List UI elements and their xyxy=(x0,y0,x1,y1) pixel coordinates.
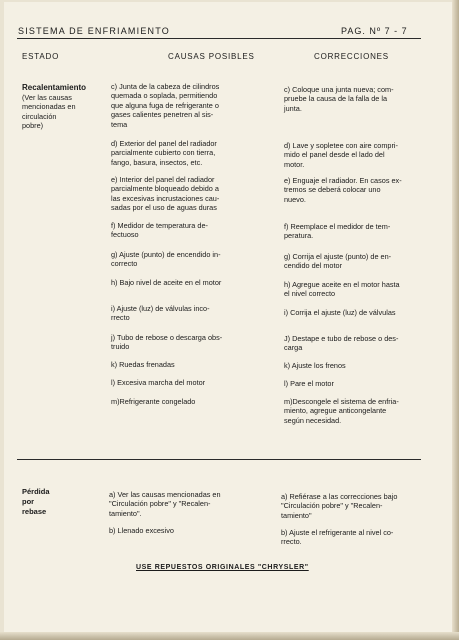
column-header-correcciones: CORRECCIONES xyxy=(314,52,389,61)
cause-i: i) Ajuste (luz) de válvulas inco- rrecto xyxy=(111,304,210,323)
cause-c: c) Junta de la cabeza de cilindros quemada o soplada, permitiendo que alguna fuga de refrigerante o gases calientes penetren al sis- tema xyxy=(111,82,220,129)
paper-edge-bottom xyxy=(0,632,459,640)
condition-title: Pérdida por rebase xyxy=(22,487,50,516)
cause-m: m)Refrigerante congelado xyxy=(111,397,196,406)
cause-e: e) Interior del panel del radiador parcialmente bloqueado debido a las excesivas incrustaciones cau- sadas por el uso de aguas duras xyxy=(111,175,220,213)
page-number: PAG. Nº 7 - 7 xyxy=(341,26,408,36)
correction-i: i) Corrija el ajuste (luz) de válvulas xyxy=(284,308,396,317)
condition-title: Recalentamiento xyxy=(22,83,87,92)
section-title: SISTEMA DE ENFRIAMIENTO xyxy=(18,26,170,36)
correction-f: f) Reemplace el medidor de tem- peratura. xyxy=(284,222,391,241)
cause-k: k) Ruedas frenadas xyxy=(111,360,175,369)
correction-j: J) Destape e tubo de rebose o des- carga xyxy=(284,334,399,353)
correction-a-overflow: a) Refiérase a las correcciones bajo "Circulación pobre" y "Recalen- tamiento" xyxy=(281,492,398,520)
correction-h: h) Agregue aceite en el motor hasta el nivel correcto xyxy=(284,280,400,299)
header-rule xyxy=(17,38,421,39)
condition-overheating xyxy=(22,82,104,131)
paper-edge-right xyxy=(452,0,459,640)
condition-note: (Ver las causas mencionadas en circulación pobre) xyxy=(22,93,76,131)
cause-g: g) Ajuste (punto) de encendido in- correcto xyxy=(111,250,221,269)
cause-h: h) Bajo nivel de aceite en el motor xyxy=(111,278,222,287)
genuine-parts-note: USE REPUESTOS ORIGINALES "CHRYSLER" xyxy=(136,564,309,571)
column-header-causas: CAUSAS POSIBLES xyxy=(168,52,255,61)
cause-b-overflow: b) Llenado excesivo xyxy=(109,526,174,535)
cause-j: j) Tubo de rebose o descarga obs- truido xyxy=(111,333,223,352)
correction-c: c) Coloque una junta nueva; com- pruebe la causa de la falla de la junta. xyxy=(284,85,394,113)
correction-e: e) Enguaje el radiador. En casos ex- tremos se deberá colocar uno nuevo. xyxy=(284,176,402,204)
correction-d: d) Lave y sopletee con aire compri- mido el panel desde el lado del motor. xyxy=(284,141,398,169)
correction-m: m)Descongele el sistema de enfria- miento, agregue anticongelante según necesidad. xyxy=(284,397,399,425)
correction-b-overflow: b) Ajuste el refrigerante al nivel co- rrecto. xyxy=(281,528,394,547)
cause-l: l) Excesiva marcha del motor xyxy=(111,378,206,387)
correction-k: k) Ajuste los frenos xyxy=(284,361,346,370)
correction-l: l) Pare el motor xyxy=(284,379,334,388)
cause-f: f) Medidor de temperatura de- fectuoso xyxy=(111,221,208,240)
section-divider xyxy=(17,459,421,460)
condition-overflow-loss xyxy=(22,487,82,517)
cause-d: d) Exterior del panel del radiador parcialmente cubierto con tierra, fango, basura, insectos, etc. xyxy=(111,139,217,167)
cause-a-overflow: a) Ver las causas mencionadas en "Circulación pobre" y "Recalen- tamiento". xyxy=(109,490,221,518)
correction-g: g) Corrija el ajuste (punto) de en- cendido del motor xyxy=(284,252,392,271)
column-header-estado: ESTADO xyxy=(22,52,60,61)
